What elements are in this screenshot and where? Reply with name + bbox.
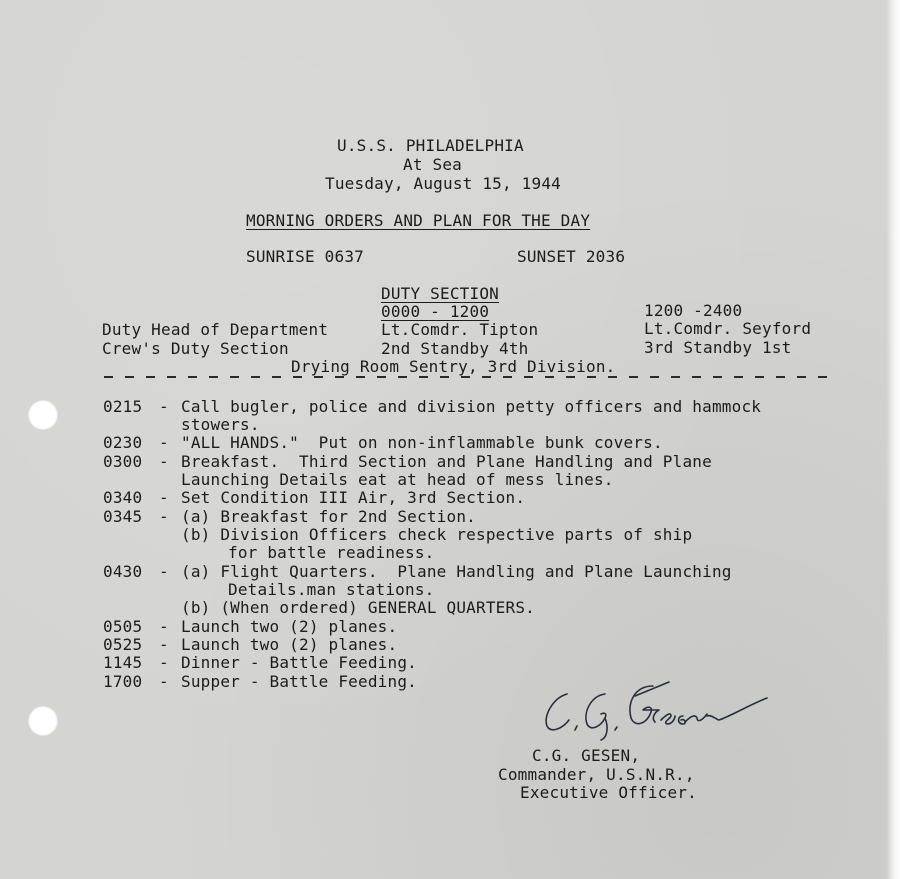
schedule-text: Launch two (2) planes. xyxy=(181,635,398,654)
document-title: MORNING ORDERS AND PLAN FOR THE DAY xyxy=(246,211,591,230)
signatory-title: Executive Officer. xyxy=(520,783,697,802)
schedule-text: Breakfast. Third Section and Plane Handling and Plane xyxy=(181,452,712,471)
schedule-time: 0230 xyxy=(103,433,143,452)
schedule-text: Launch two (2) planes. xyxy=(181,617,398,636)
duty-row-col1: 2nd Standby 4th xyxy=(381,339,529,358)
handwritten-signature xyxy=(535,672,785,742)
duty-col2-time: 1200 -2400 xyxy=(644,301,743,320)
signatory-rank: Commander, U.S.N.R., xyxy=(498,765,695,784)
duty-row-label: Duty Head of Department xyxy=(102,320,329,339)
schedule-text: Details.man stations. xyxy=(228,580,435,599)
schedule-time: 0345 xyxy=(103,507,143,526)
schedule-dash: - xyxy=(159,452,169,471)
schedule-text: Supper - Battle Feeding. xyxy=(181,672,417,691)
punch-hole-bottom xyxy=(28,706,58,736)
schedule-time: 0505 xyxy=(103,617,143,636)
schedule-text: (a) Breakfast for 2nd Section. xyxy=(181,507,476,526)
ship-name: U.S.S. PHILADELPHIA xyxy=(337,136,524,155)
schedule-text: Dinner - Battle Feeding. xyxy=(181,653,417,672)
duty-row-col2: Lt.Comdr. Seyford xyxy=(644,319,812,338)
schedule-text: Set Condition III Air, 3rd Section. xyxy=(181,488,526,507)
location: At Sea xyxy=(403,155,462,174)
schedule-text: for battle readiness. xyxy=(228,543,435,562)
schedule-time: 0430 xyxy=(103,562,143,581)
duty-section-heading: DUTY SECTION xyxy=(381,284,499,303)
schedule-time: 0340 xyxy=(103,488,143,507)
schedule-time: 0525 xyxy=(103,635,143,654)
schedule-dash: - xyxy=(159,653,169,672)
punch-hole-top xyxy=(28,400,58,430)
schedule-dash: - xyxy=(159,488,169,507)
signatory-name: C.G. GESEN, xyxy=(532,746,641,765)
schedule-dash: - xyxy=(159,433,169,452)
schedule-dash: - xyxy=(159,562,169,581)
dashed-divider xyxy=(104,376,834,378)
schedule-text: Launching Details eat at head of mess lines. xyxy=(181,470,614,489)
sunset: SUNSET 2036 xyxy=(517,247,626,266)
schedule-time: 1145 xyxy=(103,653,143,672)
schedule-dash: - xyxy=(159,507,169,526)
schedule-time: 0300 xyxy=(103,452,143,471)
duty-row-col2: 3rd Standby 1st xyxy=(644,338,792,357)
drying-room-sentry: Drying Room Sentry, 3rd Division. xyxy=(291,357,616,376)
schedule-dash: - xyxy=(159,672,169,691)
duty-row-label: Crew's Duty Section xyxy=(102,339,289,358)
schedule-text: "ALL HANDS." Put on non-inflammable bunk covers. xyxy=(181,433,663,452)
schedule-time: 0215 xyxy=(103,397,143,416)
duty-col1-time: 0000 - 1200 xyxy=(381,302,490,321)
schedule-text: stowers. xyxy=(181,415,260,434)
schedule-dash: - xyxy=(159,397,169,416)
schedule-text: (b) (When ordered) GENERAL QUARTERS. xyxy=(181,598,535,617)
schedule-time: 1700 xyxy=(103,672,143,691)
schedule-dash: - xyxy=(159,617,169,636)
duty-row-col1: Lt.Comdr. Tipton xyxy=(381,320,539,339)
schedule-dash: - xyxy=(159,635,169,654)
page-edge xyxy=(886,0,900,879)
date: Tuesday, August 15, 1944 xyxy=(325,174,561,193)
schedule-text: (b) Division Officers check respective parts of ship xyxy=(181,525,693,544)
schedule-text: Call bugler, police and division petty officers and hammock xyxy=(181,397,762,416)
schedule-text: (a) Flight Quarters. Plane Handling and Plane Launching xyxy=(181,562,732,581)
sunrise: SUNRISE 0637 xyxy=(246,247,364,266)
